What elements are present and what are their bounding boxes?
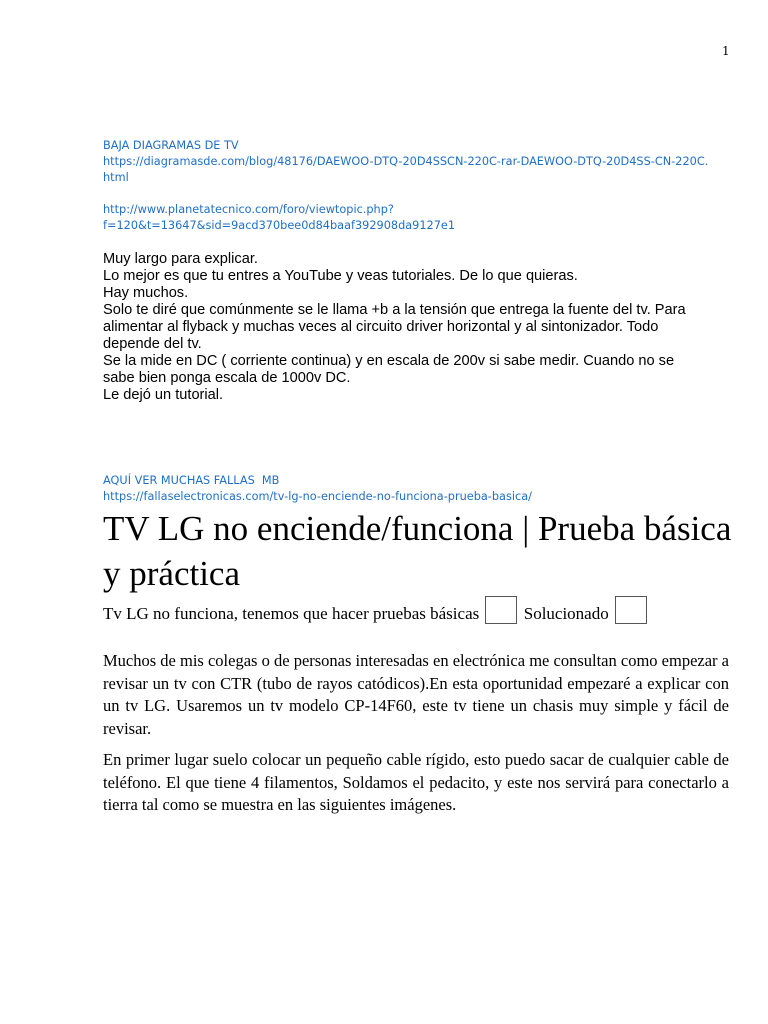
answer-line: Se la mide en DC ( corriente continua) y en escala de 200v si sabe medir. Cuando no se xyxy=(103,353,675,369)
broken-image-icon xyxy=(485,596,517,624)
answer-line: Muy largo para explicar. xyxy=(103,251,258,267)
answer-line: depende del tv. xyxy=(103,336,202,352)
article-paragraph-1: Muchos de mis colegas o de personas interesadas en electrónica me consultan como empezar a revisar un tv con CTR (tubo de rayos catódicos).En esta oportunidad empezaré a explicar con un tv LG. Usaremos un tv modelo CP-14F60, este tv tiene un chasis muy simple y fácil de revisar. xyxy=(103,651,729,738)
article-title: TV LG no enciende/funciona | Prueba básica y práctica xyxy=(103,509,732,593)
failures-heading: AQUÍ VER MUCHAS FALLAS MB xyxy=(103,474,280,487)
answer-line: Lo mejor es que tu entres a YouTube y veas tutoriales. De lo que quieras. xyxy=(103,268,578,284)
forum-answer xyxy=(103,251,728,404)
page-number: 1 xyxy=(722,44,730,58)
diagramasde-link[interactable]: https://diagramasde.com/blog/48176/DAEWOO-DTQ-20D4SSCN-220C-rar-DAEWOO-DTQ-20D4SS-CN-220C.html xyxy=(103,155,709,184)
answer-line: sabe bien ponga escala de 1000v DC. xyxy=(103,370,351,386)
answer-line: Solo te diré que comúnmente se le llama +b a la tensión que entrega la fuente del tv. Para xyxy=(103,302,686,318)
diagram-links-block xyxy=(103,138,713,186)
subtitle-text: Tv LG no funciona, tenemos que hacer pruebas básicas xyxy=(103,604,480,623)
broken-image-icon xyxy=(615,596,647,624)
fallaselectronicas-link[interactable]: https://fallaselectronicas.com/tv-lg-no-enciende-no-funciona-prueba-basica/ xyxy=(103,490,532,503)
article-subtitle xyxy=(103,596,649,629)
planetatecnico-link[interactable]: http://www.planetatecnico.com/foro/viewtopic.php?f=120&t=13647&sid=9acd370bee0d84baaf392908da9127e1 xyxy=(103,203,456,232)
article-paragraph-2: En primer lugar suelo colocar un pequeño cable rígido, esto puedo sacar de cualquier cable de teléfono. El que tiene 4 filamentos, Soldamos el pedacito, y este nos servirá para conectarlo a tierra tal como se muestra en las siguientes imágenes. xyxy=(103,750,729,815)
diagram-links-heading: BAJA DIAGRAMAS DE TV xyxy=(103,139,239,152)
answer-line: Le dejó un tutorial. xyxy=(103,387,224,403)
failures-links-block xyxy=(103,473,713,505)
answer-line: Hay muchos. xyxy=(103,285,189,301)
answer-line: alimentar al flyback y muchas veces al circuito driver horizontal y al sintonizador. Todo xyxy=(103,319,659,335)
subtitle-solved: Solucionado xyxy=(523,604,609,623)
